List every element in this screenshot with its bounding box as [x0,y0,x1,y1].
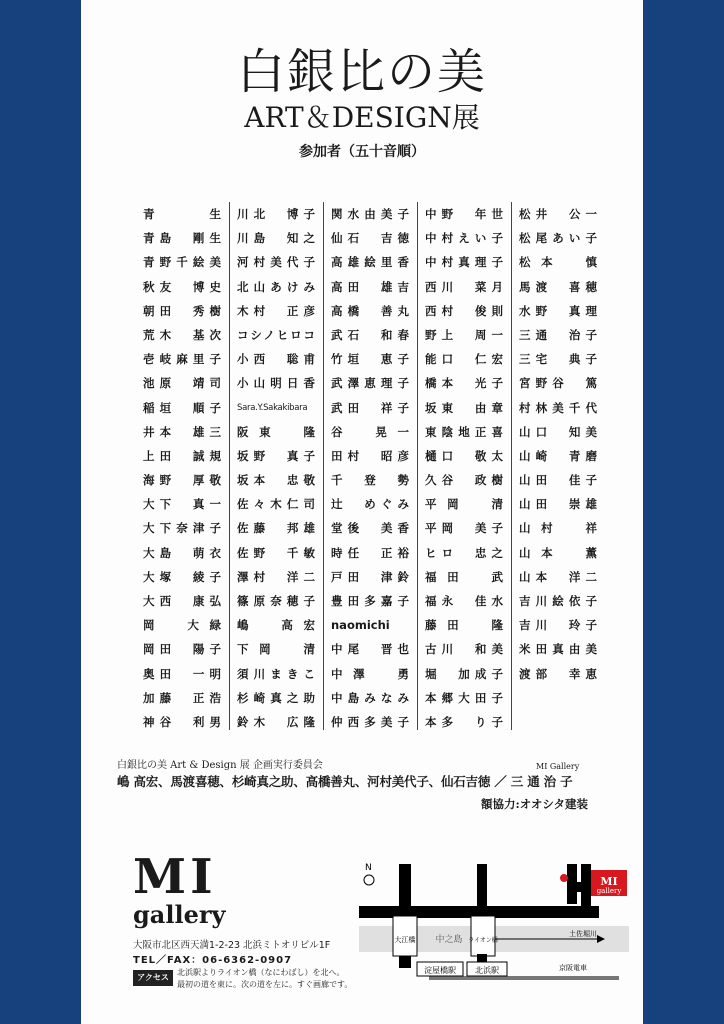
participant-name: 朝田 秀樹 [143,303,221,318]
sponsor: 額協力:オオシタ建装 [481,797,588,811]
participant-name: 平岡 美子 [425,521,503,536]
gallery-address: 大阪市北区西天満1-2-23 北浜ミトオリビル1F [133,940,331,951]
participant-name: 野上 周一 [425,327,503,342]
participant-name: 東陰地正喜 [425,424,503,439]
participant-name: コシノヒロコ [237,327,315,342]
participant-name: 村林美千代 [519,400,597,415]
participant-name: 中村えい子 [425,231,503,246]
map-station-kitahama-label: 北浜駅 [475,966,499,975]
map-railway [429,976,619,980]
map-bridge-lion [471,916,495,956]
participant-name: 阪東 隆 [237,424,315,439]
participant-name: 池原 靖司 [143,376,221,391]
participant-name: 樋口 敬太 [425,448,503,463]
participants-column [231,202,324,730]
participant-name: 佐野 千敏 [237,545,315,560]
participant-name: 坂本 忠敬 [237,473,315,488]
participant-name: 川島 知之 [237,231,315,246]
participant-name: 仙石 吉徳 [331,231,409,246]
participant-name: 松井 公一 [519,207,597,221]
participant-name: 澤村 洋二 [237,569,315,584]
map-logo-gallery: gallery [596,887,622,895]
participant-name: 青島 剛生 [143,231,221,246]
participant-name: 杉崎真之助 [237,690,315,705]
map-island-label: 中之島 [435,935,463,945]
participant-name: naomichi [331,618,390,633]
map-north-label: N [365,863,372,873]
participant-name: 小西 聡甫 [237,352,315,367]
participant-name: 河村美代子 [237,255,315,270]
participant-name: 北山あけみ [237,279,315,294]
participant-name: 山本 洋二 [519,569,597,584]
participant-name: 山田 佳子 [519,473,597,488]
participant-name: 中尾 晋也 [331,642,409,657]
participant-name: 三宅 典子 [519,352,597,367]
participant-name: 武田 祥子 [331,400,409,415]
participant-name: 山田 崇雄 [519,497,597,512]
participant-name: 豊田多嘉子 [331,594,409,608]
participant-name: 山村 祥 [519,521,597,536]
map-river-label: 土佐堀川 [569,930,597,938]
participant-name: 米田真由美 [519,642,597,657]
participant-name: 中野 年世 [425,207,503,221]
participant-name: 戸田 津鈴 [331,569,409,584]
participant-name: 古川 和美 [425,642,503,657]
participant-name: 篠原奈穂子 [237,594,315,608]
participant-name: 奥田 一明 [143,666,221,681]
participant-name: 田村 昭彦 [331,448,409,463]
north-compass-icon [364,875,374,885]
participant-name: 加藤 正浩 [143,690,221,705]
participant-name: 大塚 綾子 [143,569,221,584]
map-station-yodoyabashi-label: 淀屋橋駅 [424,966,456,975]
participants-column [419,202,512,730]
participants-column [325,202,418,730]
participant-name: 岡 大緑 [143,618,221,633]
participant-name: 吉川 玲子 [519,618,597,633]
participant-name: 宮野谷 篤 [519,376,597,391]
participant-name: 竹垣 恵子 [331,352,409,367]
participant-name: 坂東 由章 [425,400,503,415]
participant-name: 佐々木仁司 [237,497,315,512]
participant-name: 高橋 善丸 [331,303,409,318]
participant-name: 福田 武 [425,569,503,584]
participant-name: 下岡 清 [237,642,315,657]
map-road-gallery [567,864,577,904]
participant-name: 山崎 青磨 [519,448,597,463]
participant-name: 川北 博子 [237,207,315,221]
participant-name: 橋本 光子 [425,376,503,391]
page-title: 白銀比の美 [236,44,487,100]
participants-column [137,202,230,730]
participants-column [513,202,605,686]
participant-name: 藤田 隆 [425,618,503,633]
participant-name: 鈴木 広隆 [237,714,315,729]
participant-name: ヒロ 忠之 [425,545,503,560]
map-bridge-oe-label: 大江橋 [394,936,416,944]
committee-title: 白銀比の美 Art & Design 展 企画実行委員会 [117,760,323,771]
participant-name: 青 生 [143,207,221,221]
access-directions [177,967,352,991]
participant-name: 嶋 高宏 [237,618,315,633]
participant-name: 小山明日香 [237,376,315,391]
participant-name: 木村 正彦 [237,303,315,318]
participant-name: 荒木 基次 [143,327,221,342]
participant-name: 大島 萌衣 [143,545,221,560]
participant-name: 谷 晃一 [331,424,409,439]
participant-name: 井本 雄三 [143,424,221,439]
gallery-phone: TEL／FAX：06-6362-0907 [133,955,293,966]
participant-name: 稲垣 順子 [143,400,221,415]
page-subtitle: ART＆DESIGN展 [244,101,480,134]
participant-name: 本郷大田子 [425,690,503,705]
gallery-logo-mi: MI [133,849,217,905]
participant-name: 大下 真一 [143,497,221,512]
participant-name: 坂野 真子 [237,448,315,463]
participant-name: 上田 誠規 [143,448,221,463]
participant-name: 吉川絵依子 [519,594,597,608]
participant-name: 西村 俊則 [425,303,503,318]
participant-name: 武澤恵理子 [331,376,409,391]
participant-name: 中島みなみ [331,690,409,705]
committee-gallery-label: MI Gallery [536,762,580,771]
participant-name: 堀 加成子 [425,666,503,681]
participant-name: 神谷 利男 [143,714,221,729]
participant-name: 水野 真理 [519,303,597,318]
participant-name: 千 登 勢 [331,473,409,488]
participant-name: 西川 菜月 [425,279,503,294]
participant-name: 時任 正裕 [331,545,409,560]
participant-name: 岡田 陽子 [143,642,221,657]
participant-name: 堂後 美香 [331,521,409,536]
participant-name: 青野千絵美 [143,255,221,270]
participant-name: 久谷 政樹 [425,473,503,488]
gallery-location-icon [560,874,568,882]
access-label: アクセス [133,970,173,986]
participant-name: 佐藤 邦雄 [237,521,315,536]
participant-name: 三通 治子 [519,327,597,342]
map-bridge-lion-label: ライオン橋 [468,937,498,944]
participant-name: 平岡 清 [425,497,503,512]
participants-label: 参加者（五十音順） [299,144,425,160]
participant-name: 松本 慎 [519,255,597,270]
participant-name: 松尾あい子 [519,231,597,246]
participant-name: 能口 仁宏 [425,352,503,367]
participant-name: 高田 雄吉 [331,279,409,294]
participant-name: 辻 めぐみ [331,497,409,512]
participant-name: 中澤 勇 [331,666,409,681]
participant-name: 武石 和春 [331,327,409,342]
access-line-1: 北浜駅よりライオン橋（なにわばし）を北へ。 [177,968,345,977]
participant-name: Sara.Y.Sakakibara [237,402,308,413]
participant-name: 馬渡 喜穂 [519,279,597,294]
participant-name: 高雄絵里香 [331,255,409,270]
map-railway-label: 京阪電車 [559,964,587,972]
participant-name: 須川まきこ [237,666,315,681]
participant-name: 福永 佳水 [425,594,503,608]
participant-name: 秋友 博史 [143,279,221,294]
participant-name: 海野 厚敬 [143,473,221,488]
participant-name: 山口 知美 [519,424,597,439]
poster-sheet [81,0,643,1024]
participant-name: 渡部 幸恵 [519,666,597,681]
participant-name: 大下奈津子 [143,521,221,536]
map-road-middle [477,864,487,912]
access-map [359,858,629,988]
map-logo-mi: MI [600,875,618,888]
access-line-2: 最初の道を東に。次の道を左に。すぐ画廊です。 [177,980,353,989]
participant-name: 関水由美子 [331,207,409,221]
participant-name: 山本 薫 [519,545,597,560]
participant-name: 大西 康弘 [143,594,221,608]
gallery-logo-text: gallery [133,900,226,929]
participant-name: 壱岐麻里子 [143,352,221,367]
committee-members: 嶋 高宏、馬渡喜穂、杉崎真之助、高橋善丸、河村美代子、仙石吉徳 ／ 三 通 治 子 [117,774,573,789]
participant-name: 仲西多美子 [331,714,409,729]
participant-name: 中村真理子 [425,255,503,270]
participant-name: 本多 り子 [425,714,503,729]
